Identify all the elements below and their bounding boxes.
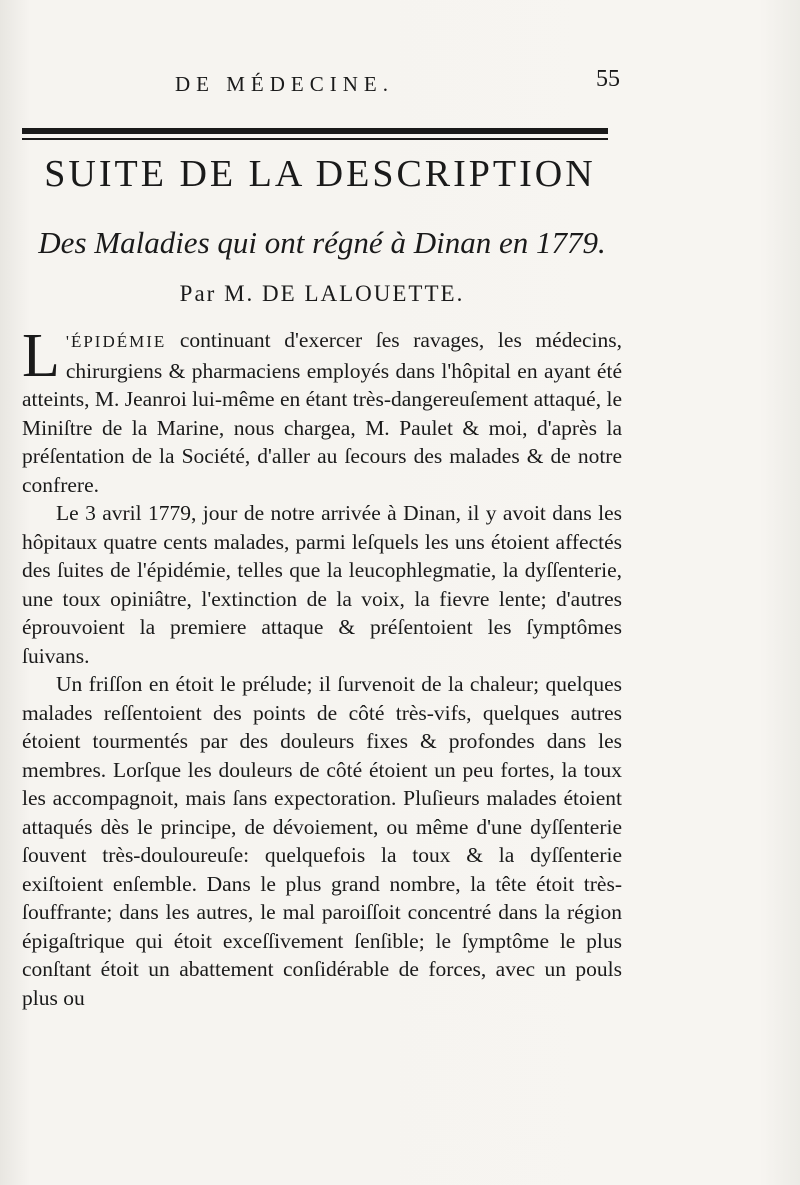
running-title: DE MÉDECINE.: [175, 72, 394, 96]
paragraph-1-text: continuant d'exercer ſes ravages, les médecins, chirurgiens & pharmaciens employés dans l'hôpital en ayant été atteints, M. Jeanroi lui-même en étant très-dangereuſement attaqué, le Miniſtre de la Marine, nous chargea, M. Paulet & moi, d'après la préſentation de la Société, d'aller au ſecours des malades & de notre confrere.: [22, 328, 622, 497]
drop-cap: L: [22, 322, 60, 390]
article-subtitle: Des Maladies qui ont régné à Dinan en 1779.: [38, 225, 606, 260]
article-body: [22, 322, 622, 1012]
paragraph-1: [22, 322, 622, 499]
page-number: 55: [596, 66, 620, 92]
header-rule-thin: [22, 138, 608, 140]
paragraph-1-opening: 'ÉPIDÉMIE: [65, 332, 167, 351]
article-byline: Par M. DE LALOUETTE.: [179, 281, 465, 306]
header-rule-thick: [22, 128, 608, 134]
paragraph-3: Un friſſon en étoit le prélude; il ſurvenoit de la chaleur; quelques malades reſſentoient des points de côté très-vifs, quelques autres étoient tourmentés par des douleurs fixes & profondes dans les membres. Lorſque les douleurs de côté étoient un peu fortes, la toux les accompagnoit, mais ſans expectoration. Pluſieurs malades étoient attaqués dès le principe, de dévoiement, ou même d'une dyſſenterie ſouvent très-douloureuſe: quelquefois la toux & la dyſſenterie exiſtoient enſemble. Dans le plus grand nombre, la tête étoit très-ſouffrante; dans les autres, le mal paroiſſoit concentré dans la région épigaſtrique qui étoit exceſſivement ſenſible; le ſymptôme le plus conſtant étoit un abattement conſidérable de forces, avec un pouls plus ou: [22, 672, 622, 1010]
article-title: SUITE DE LA DESCRIPTION: [44, 153, 596, 195]
paragraph-2: Le 3 avril 1779, jour de notre arrivée à Dinan, il y avoit dans les hôpitaux quatre cents malades, parmi leſquels les uns étoient affectés des ſuites de l'épidémie, telles que la leucophlegmatie, la dyſſenterie, une toux opiniâtre, l'extinction de la voix, la fievre lente; d'autres éprouvoient la premiere attaque & préſentoient les ſymptômes ſuivans.: [22, 501, 622, 668]
